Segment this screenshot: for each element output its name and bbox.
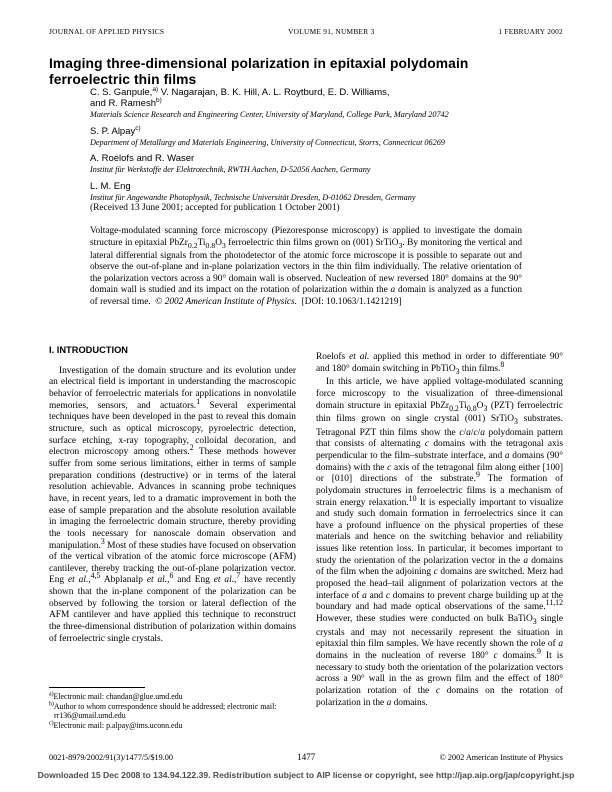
received-line: (Received 13 June 2001; accepted for publication 1 October 2001) [90, 203, 340, 213]
author-affiliation: Materials Science Research and Engineering Center, University of Maryland, College Park, Maryland 20742 [90, 110, 449, 119]
running-head-date: 1 FEBRUARY 2002 [498, 27, 563, 36]
introduction-paragraph-right: In this article, we have applied voltage-modulated scanning force microscopy to the visualization of three-dimensional domain structure in epitaxial $PbZr_{0.2}Ti_{0.8}O_3$ (PZT) ferroelectric thin films grown on single crystal (001) SrTiO$_3$ substrates. Tetragonal PZT thin films show the c/a/c/a polydomain pattern that consists of alternating c domains with the tetragonal axis perpendicular to the film–substrate interface, and a domains (90° domains) with the c axis of the tetragonal film along either [100] or [010] directions of the substrate.$^9$ The formation of polydomain structures in ferroelectric films is a mechanism of strain energy relaxation.$^{10}$ It is especially important to visualize and study such domain formation in ferroelectrics since it can have a profound influence on the physical properties of these materials and hence on the switching behavior and reliability issues like retention loss. In particular, it becomes important to study the orientation of the polarization vector in the a domains of the film when the adjoining c domains are switched. Merz had proposed the head–tail alignment of polarization vectors at the interface of a and c domains to prevent charge building up at the boundary and had made optical observations of the same.$^{11,12}$ However, these studies were conducted on bulk BaTiO$_3$ single crystals and may not necessarily represent the situation in epitaxial thin film samples. We have recently shown the role of a domains in the nucleation of reverse 180° c domains.$^9$ It is necessary to study both the orientation of the polarization vectors across a 90° wall in the as grown film and the effect of 180° polarization rotation of the c domains on the rotation of polarization in the a domains. [316, 377, 563, 708]
author-affiliation: Institut für Angewandte Photophysik, Technische Universität Dresden, D-01062 Dresden, Germany [90, 192, 416, 202]
footnote-c: $^{c)}$Electronic mail: p.alpay@ims.uconn.edu [49, 720, 183, 731]
introduction-paragraph-left: Investigation of the domain structure and its evolution under an electrical field is important in understanding the macroscopic behavior of ferroelectric materials for applications in nonvolatile memories, sensors, and actuators.$^1$ Several experimental techniques have been developed in the past to reveal this domain structure, such as optical microscopy, pyroelectric detection, surface etching, x-ray topography, colloidal decoration, and electron microscopy among others.$^2$ These methods however suffer from some serious limitations, either in terms of sample preparation conditions (destructive) or in terms of the lateral resolution achievable. Advances in scanning probe techniques have, in recent years, led to a dramatic improvement in both the ease of sample preparation and the absolute resolution available in imaging the ferroelectric domain structure, thereby providing the tools necessary for nanoscale domain observation and manipulation.$^3$ Most of these studies have focused on observation of the vertical vibration of the atomic force microscope (AFM) cantilever, thereby tracking the out-of-plane polarization vector. Eng et al.,$^{4,5}$ Abplanalp et al.,$^6$ and Eng et al.,$^7$ have recently shown that the in-plane component of the polarization can be observed by following the torsion or lateral deflection of the AFM cantilever and have applied this technique to reconstruct the three-dimensional distribution of polarization within domains of ferroelectric single crystals. [49, 365, 297, 644]
author-group-maryland [90, 87, 562, 120]
download-banner: Downloaded 15 Dec 2008 to 134.94.122.39. Redistribution subject to AIP license or copyright, see http://jap.aip.org/jap/copyright.jsp [37, 770, 575, 780]
running-head [49, 27, 563, 36]
author-block [90, 87, 562, 208]
footer-copyright: © 2002 American Institute of Physics [439, 753, 563, 762]
author-affiliation: Institut für Werkstoffe der Elektrotechnik, RWTH Aachen, D-52056 Aachen, Germany [90, 165, 371, 174]
author-group-aachen [90, 153, 562, 175]
running-head-volume: VOLUME 91, NUMBER 3 [288, 27, 375, 36]
running-head-journal: JOURNAL OF APPLIED PHYSICS [49, 27, 165, 36]
abstract: Voltage-modulated scanning force microscopy (Piezoresponse microscopy) is applied to investigate the domain structure in epitaxial $PbZr_{0.2}Ti_{0.8}O_3$ ferroelectric thin films grown on (001) SrTiO$_3$. By monitoring the vertical and lateral differential signals from the photodetector of the atomic force microscope it is possible to separate out and observe the out-of-plane and in-plane polarization vectors in the thin film individually. The relative orientation of the polarization vectors across a 90° domain wall is observed. Nucleation of new reversed 180° domains at the 90° domain wall is studied and its impact on the rotation of polarization within the a domain is analyzed as a function of reversal time. © 2002 American Institute of Physics. [DOI: 10.1063/1.1421219] [90, 226, 523, 307]
paper-title: Imaging three-dimensional polarization in epitaxial polydomain ferroelectric thin films [49, 56, 469, 88]
footer-issn-price: 0021-8979/2002/91(3)/1477/5/$19.00 [49, 753, 173, 762]
body-column-right [316, 352, 563, 709]
footnote-b: $^{b)}$Author to whom correspondence should be addressed; electronic mail: rr136@umail.umd.edu [49, 701, 277, 721]
page-footer [49, 752, 563, 762]
author-names: S. P. Alpay$^{c)}$ [90, 124, 141, 137]
footer-page-number: 1477 [297, 752, 316, 762]
author-group-dresden [90, 181, 562, 203]
footnote-rule [49, 687, 145, 688]
author-group-connecticut [90, 126, 562, 148]
body-column-left [49, 345, 296, 645]
introduction-paragraph-continuation: Roelofs et al. applied this method in order to differentiate 90° and 180° domain switching in PbTiO$_3$ thin films.$^8$ [316, 352, 563, 376]
footnote-block [49, 687, 296, 731]
author-names: A. Roelofs and R. Waser [90, 153, 195, 164]
author-affiliation: Department of Metallurgy and Materials Engineering, University of Connecticut, Storrs, Connecticut 06269 [90, 137, 445, 147]
footnote-a: $^{a)}$Electronic mail: chandan@glue.umd.edu [49, 691, 183, 701]
author-names: C. S. Ganpule,$^{a)}$ V. Nagarajan, B. K. Hill, A. L. Roytburd, E. D. Williams, and R. Ramesh$^{b)}$ [90, 85, 390, 109]
section-heading-introduction: I. INTRODUCTION [49, 345, 129, 355]
author-names: L. M. Eng [90, 180, 131, 192]
